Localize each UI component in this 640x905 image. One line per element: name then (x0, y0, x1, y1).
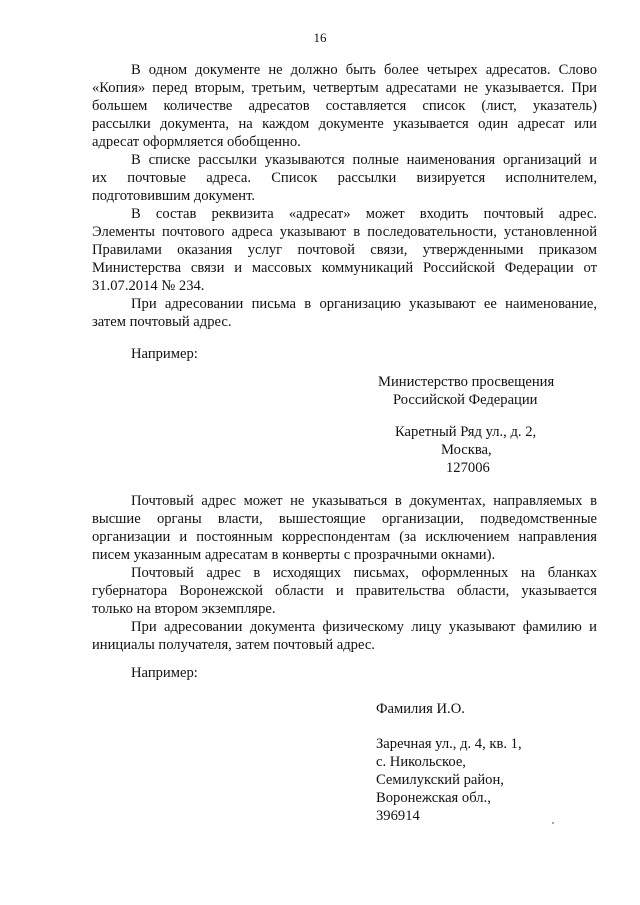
text-line: Министерства связи и массовых коммуникаций Российской Федерации от (92, 260, 597, 276)
text-line: 31.07.2014 № 234. (92, 278, 205, 294)
address-city: Москва, (441, 442, 492, 458)
org-name-line: Министерство просвещения (378, 374, 555, 390)
text-line: организации и постоянным корреспондентам (за исключением направления (92, 529, 597, 545)
text-line: затем почтовый адрес. (92, 314, 232, 330)
address-postcode: 396914 (376, 808, 420, 824)
example-label: Например: (131, 665, 198, 681)
recipient-name: Фамилия И.О. (376, 701, 465, 717)
page-number: 16 (313, 30, 327, 45)
address-street: Заречная ул., д. 4, кв. 1, (376, 736, 522, 752)
text-line: инициалы получателя, затем почтовый адрес. (92, 637, 375, 653)
org-name-line: Российской Федерации (393, 392, 538, 408)
example-label: Например: (131, 346, 198, 362)
text-line: В состав реквизита «адресат» может входить почтовый адрес. (131, 206, 597, 222)
text-line: Почтовый адрес в исходящих письмах, оформленных на бланках (131, 565, 597, 581)
text-line: только на втором экземпляре. (92, 601, 276, 617)
text-line: высшие органы власти, вышестоящие организации, подведомственные (92, 511, 597, 527)
text-line: Почтовый адрес может не указываться в документах, направляемых в (131, 493, 597, 509)
text-line: При адресовании письма в организацию указывают ее наименование, (131, 296, 597, 312)
text-line: В списке рассылки указываются полные наименования организаций и (131, 152, 597, 168)
text-line: их почтовые адреса. Список рассылки визируется исполнителем, (92, 170, 597, 186)
address-village: с. Никольское, (376, 754, 466, 770)
text-line: писем указанным адресатам в конверты с прозрачными окнами). (92, 547, 496, 563)
address-district: Семилукский район, (376, 772, 504, 788)
text-line: подготовившим документ. (92, 188, 256, 204)
text-line: Элементы почтового адреса указывают в последовательности, установленной (92, 224, 597, 240)
address-region: Воронежская обл., (376, 790, 491, 806)
text-line: рассылки документа, на каждом документе указывается один адресат или (92, 116, 597, 132)
text-line: При адресовании документа физическому лицу указывают фамилию и (131, 619, 597, 635)
text-line: «Копия» перед вторым, третьим, четвертым адресатами не указывается. При (92, 80, 597, 96)
text-line: адресат оформляется обобщенно. (92, 134, 301, 150)
text-line: большем количестве адресатов составляется список (лист, указатель) (92, 98, 597, 114)
scan-speck (552, 822, 554, 824)
address-postcode: 127006 (446, 460, 490, 476)
text-line: Правилами оказания услуг почтовой связи, утвержденными приказом (92, 242, 597, 258)
text-line: губернатора Воронежской области и правительства области, указывается (92, 583, 597, 599)
address-street: Каретный Ряд ул., д. 2, (395, 424, 537, 440)
text-line: В одном документе не должно быть более четырех адресатов. Слово (131, 62, 597, 78)
